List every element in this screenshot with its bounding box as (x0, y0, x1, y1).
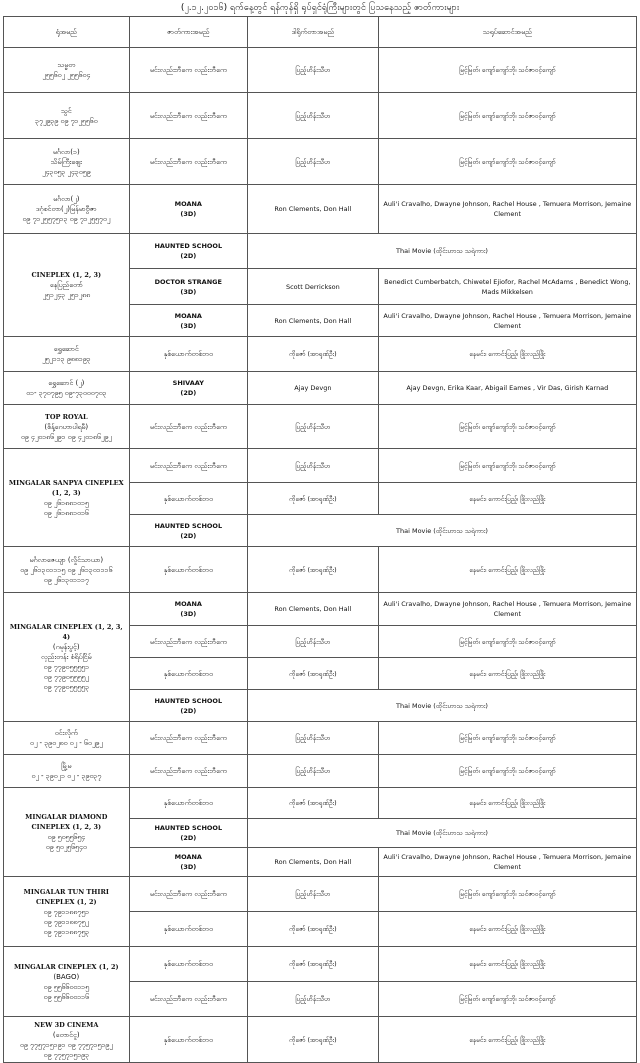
movie-cell (129, 48, 247, 93)
header-movie: ဇာတ်ကားအမည် (129, 17, 247, 48)
cinema-cell (4, 372, 130, 405)
director-cell: ပြည့်ဟိန်းသီဟ (248, 48, 379, 93)
cast-cell: နေမင်း၊ ကောင်းပြည့်၊ ဖြိုးလည်ဖြိုး (378, 547, 636, 593)
director-cell: ပြည့်ဟိန်းသီဟ (248, 755, 379, 788)
movie-cell (129, 139, 247, 185)
movie-title: SHIVAAY (172, 379, 204, 387)
cinema-name-en: NEW 3D CINEMA (34, 1020, 99, 1029)
movie-title: မင်းလည်းဘီကေ လည်းဘီကေ (149, 890, 227, 898)
movie-cell (129, 305, 247, 337)
movie-cell (129, 337, 247, 372)
cast-cell: မြင့်မြတ်၊ ကျော်ကျော်ဘို၊ သင်ဇာဝင့်ကျော် (378, 877, 636, 912)
cinema-phone: ၀၉ ၇၉၁၁၈၈၇၅၃ (43, 927, 90, 936)
movie-format: (2D) (180, 389, 197, 397)
cast-cell: Auli'i Cravalho, Dwayne Johnson, Rachel House , Temuera Morrison, Jemaine Clement (378, 593, 636, 626)
cinema-name: (ဂမုန်းပွင့်) (52, 643, 80, 651)
cast-cell: နေမင်း၊ ကောင်းပြည့်၊ ဖြိုးလည်ဖြိုး (378, 483, 636, 515)
movie-format: (3D) (180, 210, 197, 218)
movie-cell (129, 788, 247, 819)
movie-cell (129, 547, 247, 593)
director-cell: Ajay Devgn (248, 372, 379, 405)
director-cell: ကိုဇော် (အာရုဏ်ဦး) (248, 658, 379, 690)
director-cell: ပြည့်ဟိန်းသီဟ (248, 405, 379, 449)
cast-cell: Thai Movie (ထိုင်းဟာသ သရဲကား) (248, 234, 637, 269)
cinema-cell (4, 788, 130, 877)
cinema-phone: ၂၅၅၆၀၂ ၂၅၅၆၀၄ (42, 71, 91, 79)
cinema-phone: ၀၉ ၄၂၀၁၈၆၂၉၁ ၀၉ ၄၂၀၁၈၆၂၉၂ (20, 432, 112, 441)
cinema-cell (4, 547, 130, 593)
movie-cell (129, 947, 247, 982)
cinema-cell (4, 877, 130, 947)
cinema-name: ဝင်းလိုက် (54, 729, 78, 737)
cast-cell: နေမင်း၊ ကောင်းပြည့်၊ ဖြိုးလည်ဖြိုး (378, 1017, 636, 1063)
cast-cell: နေမင်း၊ ကောင်းပြည့်၊ ဖြိုးလည်ဖြိုး (378, 337, 636, 372)
movie-title: HAUNTED SCHOOL (154, 242, 223, 250)
table-row (4, 405, 637, 449)
cinema-phone: ၀၂ - ၃၉၀၂၈၀ ၀၂ - ၆၀၂၉၂ (29, 739, 103, 747)
cinema-cell (4, 93, 130, 139)
director-cell: ကိုဇော် (အာရုဏ်ဦး) (248, 1017, 379, 1063)
cinema-phone: ၀၉ ၇၁၂၅၅၇၅၁၃ ၀၉ ၇၁၂၅၅၇၀၂ (22, 215, 111, 223)
table-row (4, 185, 637, 234)
cinema-name-en: MINGALAR CINEPLEX (1, 2) (13, 962, 119, 971)
page-title: (၂.၁၂.၂၀၁၆) ရက်နေ့တွင် ရန်ကုန်ရှိ ရုပ်ရှင်ရုံကြီးများတွင် ပြသနေသည့် ဇာတ်ကားများ (180, 3, 460, 13)
director-cell: Ron Clements, Don Hall (248, 305, 379, 337)
movie-format: (3D) (180, 321, 197, 330)
cinema-cell (4, 405, 130, 449)
cinema-phone: သိမ်ကြီးဈေး (50, 157, 82, 166)
movie-title: မင်းလည်းဘီကေ လည်းဘီကေ (149, 767, 227, 775)
movie-cell (129, 877, 247, 912)
cinema-phone: ၀၉ ၅၀၂၅၆၅၄၀ (45, 843, 87, 851)
cinema-cell (4, 337, 130, 372)
cinema-name-en: TOP ROYAL (45, 412, 88, 421)
table-row (4, 372, 637, 405)
cast-cell: Ajay Devgn, Erika Kaar, Abigail Eames , Vir Das, Girish Karnad (378, 372, 636, 405)
cast-cell: Thai Movie (ထိုင်းဟာသ သရဲကား) (248, 819, 637, 848)
movie-title: MOANA (174, 200, 202, 208)
movie-title: မင်းလည်းဘီကေ လည်းဘီကေ (149, 461, 227, 470)
header-cinema: ရုံအမည် (4, 17, 130, 48)
cinema-phone: ၀၁- ၃၇၀၇၉၅ ၀၉-၇၃၀၀၀၇၀၃ (26, 389, 107, 397)
cinema-phone: လှည်းတန်း စံရိပ်ငြိမ် (41, 653, 92, 661)
cinema-cell (4, 48, 130, 93)
director-cell: Ron Clements, Don Hall (248, 848, 379, 877)
movie-title: နှစ်ယောက်တစ်ဘဝ (163, 1035, 213, 1044)
director-cell: Ron Clements, Don Hall (248, 593, 379, 626)
cast-cell: မြင့်မြတ်၊ ကျော်ကျော်ဘို၊ သင်ဇာဝင့်ကျော် (378, 626, 636, 658)
table-row (4, 788, 637, 819)
movie-title: MOANA (174, 853, 202, 861)
cinema-cell (4, 755, 130, 788)
movie-cell (129, 449, 247, 483)
movie-title: မင်းလည်းဘီကေ လည်းဘီကေ (149, 637, 227, 646)
movie-format: (3D) (180, 610, 197, 618)
cinema-phone: ၀၉ ၂၆၁၃၀၁၁၁၅ ၀၉ ၂၆၁၃၀၁၁၁၆ (20, 565, 113, 574)
director-cell: ကိုဇော် (အာရုဏ်ဦး) (248, 947, 379, 982)
table-row (4, 93, 637, 139)
table-row (4, 1017, 637, 1063)
director-cell: ကိုဇော် (အာရုဏ်ဦး) (248, 912, 379, 947)
director-cell: ကိုဇော် (အာရုဏ်ဦး) (248, 547, 379, 593)
movie-cell (129, 982, 247, 1017)
cinema-name: မင်္ဂလာ(၂) (53, 195, 80, 203)
movie-format: (3D) (180, 287, 197, 296)
table-row (4, 139, 637, 185)
cinema-cell (4, 449, 130, 547)
movie-cell (129, 515, 247, 547)
header-row (4, 17, 637, 48)
cinema-phone: ၀၉ ၇၉၁၁၈၈၇၅၁ (43, 907, 90, 916)
movie-title: နှစ်ယောက်တစ်ဘဝ (163, 960, 213, 968)
movie-format: (2D) (180, 834, 197, 842)
cinema-phone: ၀၉ ၇၇၉၀၅၅၅၅၂ (43, 673, 89, 681)
movie-format: (2D) (180, 706, 197, 715)
movie-cell (129, 234, 247, 269)
cinema-name: မြို့မ (61, 762, 72, 770)
table-row (4, 593, 637, 626)
cast-cell: နေမင်း၊ ကောင်းပြည့်၊ ဖြိုးလည်ဖြိုး (378, 788, 636, 819)
movie-title: မင်းလည်းဘီကေ လည်းဘီကေ (149, 995, 227, 1003)
director-cell: ပြည့်ဟိန်းသီဟ (248, 877, 379, 912)
cast-cell: Auli'i Cravalho, Dwayne Johnson, Rachel House , Temuera Morrison, Jemaine Clement (378, 305, 636, 337)
header-director: ဒါရိုက်တာအမည် (248, 17, 379, 48)
cast-cell: Thai Movie (ထိုင်းဟာသ သရဲကား) (248, 690, 637, 722)
cinema-phone: ၀၉ ၅၅၆၆၀၀၁၁၅ (43, 982, 90, 991)
table-row (4, 755, 637, 788)
cinema-phone: ၂၅၁၂၄၃ ၂၅၁၂၈၈ (42, 291, 91, 299)
cinema-name: (စိန့်ဂေဟာပါရမီ) (44, 422, 89, 431)
movie-cell (129, 848, 247, 877)
movie-format: (2D) (180, 531, 197, 540)
table-row (4, 547, 637, 593)
cast-cell: မြင့်မြတ်၊ ကျော်ကျော်ဘို၊ သင်ဇာဝင့်ကျော် (378, 93, 636, 139)
cinema-name-en: MINGALAR CINEPLEX (1, 2, 3, 4) (9, 623, 123, 641)
movie-cell (129, 372, 247, 405)
cinema-cell (4, 722, 130, 755)
cinema-phone: ၀၉ ၅၀၅၅၆၅၄ (47, 833, 86, 841)
cast-cell: Thai Movie (ထိုင်းဟာသ သရဲကား) (248, 515, 637, 547)
cast-cell: Auli'i Cravalho, Dwayne Johnson, Rachel House , Temuera Morrison, Jemaine Clement (378, 848, 636, 877)
cinema-phone: ၂၅၂၁၁၃ ၉၈၈၁၉၃ (41, 355, 91, 363)
cinema-name: နေပြည်တော် (49, 281, 83, 289)
cast-cell: နေမင်း၊ ကောင်းပြည့်၊ ဖြိုးလည်ဖြိုး (378, 658, 636, 690)
director-cell: Scott Derrickson (248, 269, 379, 305)
table-row (4, 877, 637, 912)
cast-cell: Auli'i Cravalho, Dwayne Johnson, Rachel House , Temuera Morrison, Jemaine Clement (378, 185, 636, 234)
movie-title: နှစ်ယောက်တစ်ဘဝ (163, 494, 213, 503)
cinema-name-en: CINEPLEX (1, 2, 3) (31, 271, 102, 279)
cast-cell: မြင့်မြတ်၊ ကျော်ကျော်ဘို၊ သင်ဇာဝင့်ကျော် (378, 139, 636, 185)
movie-cell (129, 93, 247, 139)
movie-cell (129, 185, 247, 234)
cinema-cell (4, 234, 130, 337)
cast-cell: မြင့်မြတ်၊ ကျော်ကျော်ဘို၊ သင်ဇာဝင့်ကျော် (378, 405, 636, 449)
cinema-phone: ၃၇၂၉၃၉ ၀၉ ၇၁၂၅၅၆၀ (35, 116, 98, 125)
cast-cell: နေမင်း၊ ကောင်းပြည့်၊ ဖြိုးလည်ဖြိုး (378, 947, 636, 982)
table-row (4, 947, 637, 982)
movie-cell (129, 1017, 247, 1063)
cinema-phone: ဒဂုံစင်တာ(၂)မြန်မာဗွီဇာ (35, 205, 97, 213)
cinema-name: သမ္မတ (57, 61, 76, 69)
director-cell: ကိုဇော် (အာရုဏ်ဦး) (248, 337, 379, 372)
movie-cell (129, 690, 247, 722)
cinema-phone: ၀၉ ၇၉၁၁၈၈၇၅၂ (43, 917, 89, 926)
cast-cell: မြင့်မြတ်၊ ကျော်ကျော်ဘို၊ သင်ဇာဝင့်ကျော် (378, 449, 636, 483)
movie-cell (129, 405, 247, 449)
cinema-cell (4, 947, 130, 1017)
director-cell: ပြည့်ဟိန်းသီဟ (248, 982, 379, 1017)
schedule-table (3, 16, 637, 1063)
director-cell: ပြည့်ဟိန်းသီဟ (248, 722, 379, 755)
movie-format: (3D) (180, 863, 197, 871)
cast-cell: မြင့်မြတ်၊ ကျော်ကျော်ဘို၊ သင်ဇာဝင့်ကျော် (378, 982, 636, 1017)
cinema-name: ရွှေဆောင် (53, 345, 79, 353)
cast-cell: Benedict Cumberbatch, Chiwetel Ejiofor, Rachel McAdams , Benedict Wong, Mads Mikkelsen (378, 269, 636, 305)
director-cell: ကိုဇော် (အာရုဏ်ဦး) (248, 788, 379, 819)
cast-cell: မြင့်မြတ်၊ ကျော်ကျော်ဘို၊ သင်ဇာဝင့်ကျော် (378, 755, 636, 788)
movie-title: မင်းလည်းဘီကေ လည်းဘီကေ (149, 422, 227, 431)
cinema-name-en: MINGALAR DIAMOND CINEPLEX (1, 2, 3) (25, 813, 108, 831)
cinema-name-en: MINGALAR SANPYA CINEPLEX (1, 2, 3) (8, 478, 124, 497)
cast-cell: မြင့်မြတ်၊ ကျော်ကျော်ဘို၊ သင်ဇာဝင့်ကျော် (378, 48, 636, 93)
movie-title: နှစ်ယောက်တစ်ဘဝ (163, 925, 213, 933)
cinema-phone: ၂၄၃၀၅၃ ၂၄၃၀၅၉ (42, 167, 91, 176)
director-cell: ပြည့်ဟိန်းသီဟ (248, 626, 379, 658)
movie-title: မင်းလည်းဘီကေ လည်းဘီကေ (149, 734, 227, 742)
movie-title: နှစ်ယောက်တစ်ဘဝ (163, 799, 213, 807)
movie-title: နှစ်ယောက်တစ်ဘဝ (163, 565, 213, 574)
cinema-phone: ၀၉ ၇၇၅၇၁၅၁၉၁ ၀၉ ၇၇၅၇၁၅၁၉၂ (19, 1040, 113, 1049)
cinema-name: သွင် (60, 106, 72, 115)
movie-cell (129, 755, 247, 788)
header-cast: သရုပ်ဆောင်အမည် (378, 17, 636, 48)
cinema-name: (BAGO) (53, 972, 80, 981)
cinema-cell (4, 185, 130, 234)
cinema-phone: ၀၉ ၂၆၁၈၈၁၀၁၆ (43, 508, 89, 517)
movie-title: နှစ်ယောက်တစ်ဘဝ (163, 669, 213, 678)
movie-title: နှစ်ယောက်တစ်ဘဝ (163, 350, 213, 358)
cinema-cell (4, 593, 130, 722)
director-cell: ပြည့်ဟိန်းသီဟ (248, 139, 379, 185)
movie-title: HAUNTED SCHOOL (154, 521, 223, 530)
movie-cell (129, 912, 247, 947)
cinema-cell (4, 1017, 130, 1063)
movie-title: MOANA (174, 311, 202, 320)
cinema-phone: ၀၉ ၅၅၆၆၀၀၁၁၆ (43, 992, 90, 1001)
cinema-name: မင်္ဂလာဇေယျာ (လှိုင်သာယာ) (29, 555, 104, 564)
movie-title: မင်းလည်းဘီကေ လည်းဘီကေ (149, 66, 227, 74)
movie-cell (129, 658, 247, 690)
movie-title: HAUNTED SCHOOL (154, 696, 223, 705)
movie-cell (129, 483, 247, 515)
movie-cell (129, 593, 247, 626)
director-cell: Ron Clements, Don Hall (248, 185, 379, 234)
movie-title: မင်းလည်းဘီကေ လည်းဘီကေ (149, 111, 227, 120)
cinema-name: မင်္ဂလာ(၁) (52, 147, 80, 156)
cinema-phone: ၀၂ - ၃၉၀၂၁ ၀၂ - ၃၉၀၃၇ (31, 772, 102, 780)
director-cell: ပြည့်ဟိန်းသီဟ (248, 449, 379, 483)
movie-cell (129, 722, 247, 755)
movie-title: မင်းလည်းဘီကေ လည်းဘီကေ (149, 157, 227, 166)
director-cell: ပြည့်ဟိန်းသီဟ (248, 93, 379, 139)
director-cell: ကိုဇော် (အာရုဏ်ဦး) (248, 483, 379, 515)
movie-title: HAUNTED SCHOOL (154, 824, 223, 832)
movie-title: DOCTOR STRANGE (154, 277, 222, 286)
cast-cell: မြင့်မြတ်၊ ကျော်ကျော်ဘို၊ သင်ဇာဝင့်ကျော် (378, 722, 636, 755)
cinema-phone: ၀၉ ၇၇၉၀၅၅၅၅၃ (43, 683, 90, 691)
table-row (4, 48, 637, 93)
movie-format: (2D) (180, 252, 197, 260)
movie-title: MOANA (174, 600, 202, 608)
movie-cell (129, 626, 247, 658)
cast-cell: နေမင်း၊ ကောင်းပြည့်၊ ဖြိုးလည်ဖြိုး (378, 912, 636, 947)
cinema-name: ရွှေဆောင် (၂) (48, 379, 85, 387)
cinema-phone: ၀၉ ၂၆၁၈၈၁၀၁၅ (43, 498, 89, 507)
table-row (4, 234, 637, 269)
cinema-name: (တောင်ငူ) (52, 1030, 80, 1039)
cinema-phone: ၀၉ ၇၇၅၇၁၅၁၉၃ (43, 1050, 90, 1059)
cinema-cell (4, 139, 130, 185)
cinema-phone: ၀၉ ၇၇၉၀၅၅၅၅၁ (43, 663, 90, 671)
table-row (4, 449, 637, 483)
movie-cell (129, 269, 247, 305)
schedule-body (4, 48, 637, 1063)
movie-cell (129, 819, 247, 848)
table-row (4, 337, 637, 372)
cinema-phone: ၀၉ ၂၆၁၃၀၁၁၁၇ (43, 575, 89, 584)
cinema-name-en: MINGALAR TUN THIRI CINEPLEX (1, 2) (23, 887, 109, 906)
table-row (4, 722, 637, 755)
